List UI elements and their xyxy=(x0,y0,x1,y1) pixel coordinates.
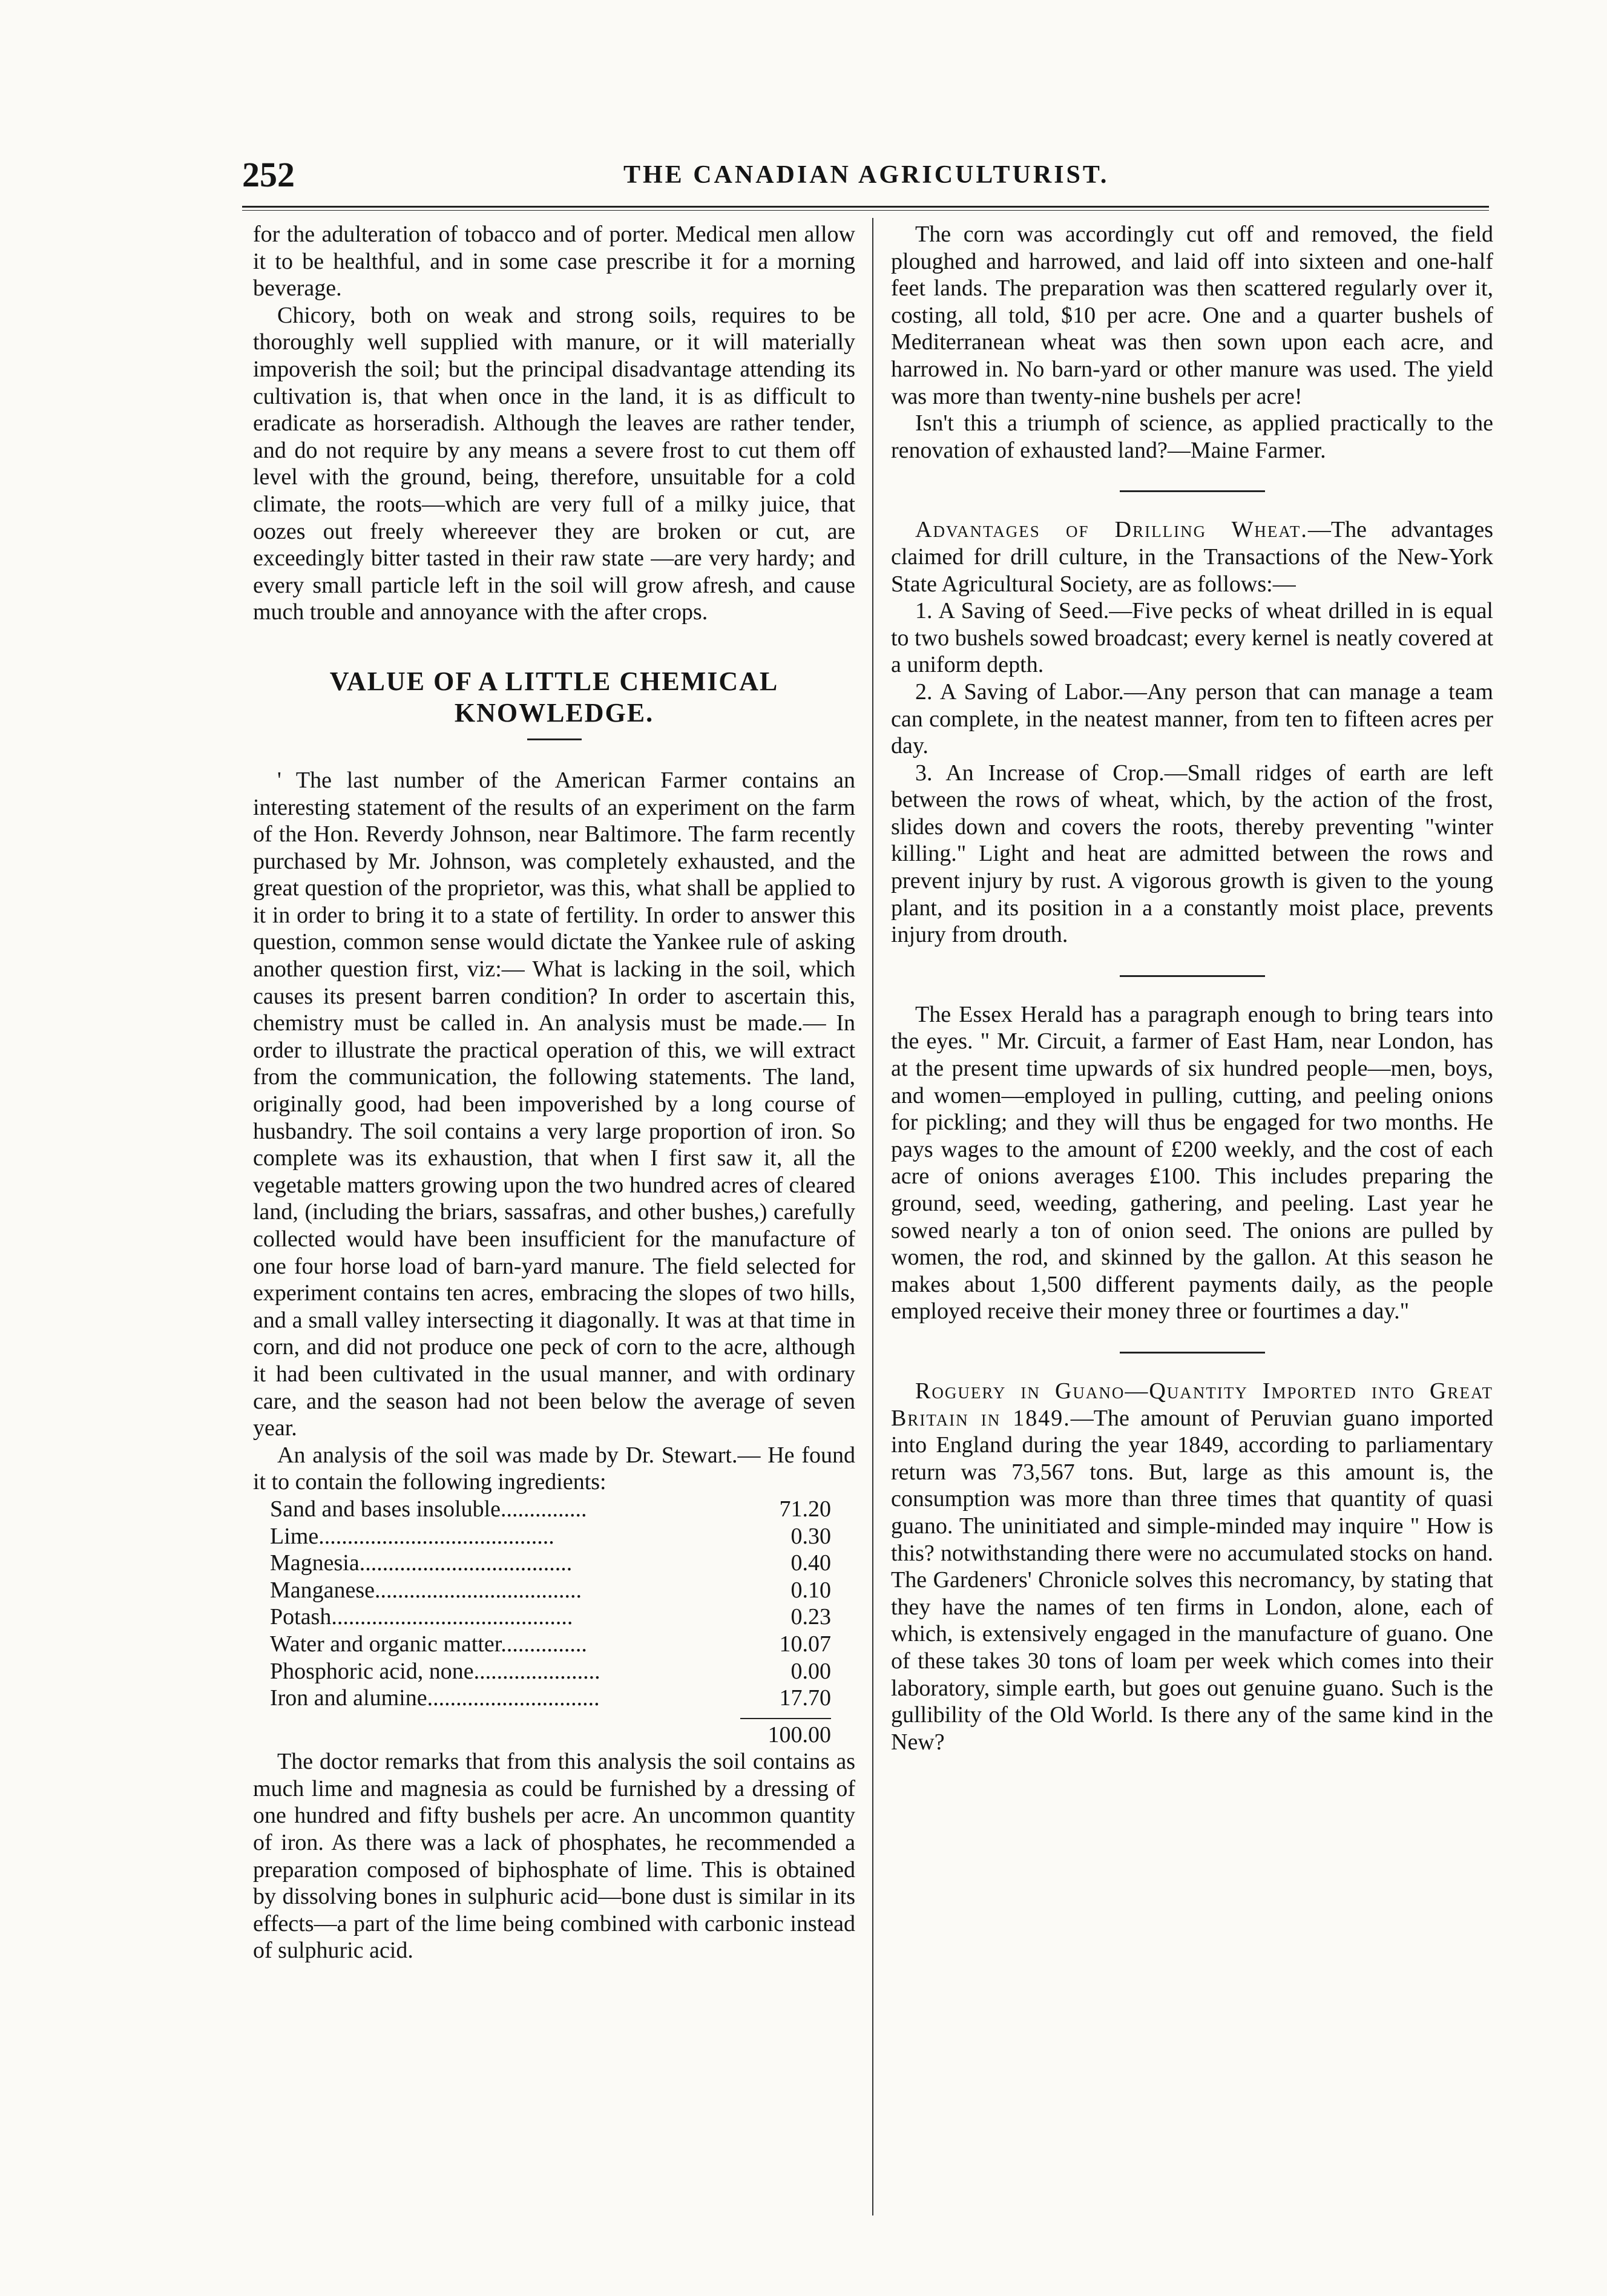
chemistry-paragraph: ' The last number of the American Farmer contains an interesting statement of the results of an experiment on the farm of the Hon. Reverdy Johnson, near Baltimore. The farm recently purchased by Mr. Johnson, was completely exhausted, and the great question of the proprietor, was this, what shall be applied to it in order to bring it to a state of fertility. In order to answer this question, common sense would dictate the Yankee rule of asking another question first, viz:— What is lacking in the soil, which causes its present barren condition? In order to ascertain this, chemistry must be called in. An analysis must be made.— In order to illustrate the practical operation of this, we will extract from the communication, the following statements. The land, originally good, had been impoverished by a long course of husbandry. The soil contains a very large proportion of iron. So complete was its exhaustion, that when I first saw it, all the vegetable matters growing upon the two hundred acres of cleared land, (including the briars, sassafras, and other bushes,) carefully collected would have been insufficient for the manufacture of one four horse load of barn-yard manure. The field selected for experiment contains ten acres, embracing the slopes of two hills, and a small valley intersecting it diagonally. It was at that time in corn, and did not produce one peck of corn to the acre, although it had been cultivated in the usual manner, and with ordinary care, and the season had not been below the average of seven year. xyxy=(253,767,855,1441)
table-cell-value: 10.07 xyxy=(779,1631,831,1657)
column-divider xyxy=(872,218,873,2215)
drilling-intro-text: —The advantages claimed for drill culture, in the Transactions of the New-York State Agricultural Society, are as follows:— xyxy=(891,517,1493,597)
table-cell-label: Lime......................................... xyxy=(270,1523,554,1549)
doctor-paragraph: The doctor remarks that from this analysis the soil contains as much lime and magnesia as could be furnished by a dressing of one hundred and fifty bushels per acre. An uncommon quantity of iron. As there was a lack of phosphates, he recommended a preparation composed of biphosphate of lime. This is obtained by dissolving bones in sulphuric acid—bone dust is similar in its effects—a part of the lime being combined with carbonic instead of sulphuric acid. xyxy=(253,1749,855,1964)
analysis-intro: An analysis of the soil was made by Dr. Stewart.— He found it to contain the following ingredients: xyxy=(253,1442,855,1495)
table-row xyxy=(253,1658,855,1685)
drilling-item-1: 1. A Saving of Seed.—Five pecks of wheat drilled in is equal to two bushels sowed broadcast; every kernel is neatly covered at a uniform depth. xyxy=(891,598,1493,678)
table-row xyxy=(253,1577,855,1604)
triumph-paragraph: Isn't this a triumph of science, as applied practically to the renovation of exhausted land?—Maine Farmer. xyxy=(891,410,1493,463)
drilling-item-3: 3. An Increase of Crop.—Small ridges of earth are left between the rows of wheat, which, by the action of the frost, slides down and covers the roots, thereby preventing "winter killing." Light and heat are admitted between the rows and prevent injury by rust. A vigorous growth is given to the young plant, and its position in a a constantly moist place, prevents injury from drouth. xyxy=(891,760,1493,948)
table-cell-value: 71.20 xyxy=(779,1496,831,1522)
table-cell-value: 0.40 xyxy=(790,1550,831,1576)
table-cell-value: 0.30 xyxy=(790,1523,831,1549)
page-number: 252 xyxy=(242,155,295,194)
table-cell-value: 0.00 xyxy=(790,1658,831,1684)
chicory-paragraph: Chicory, both on weak and strong soils, requires to be thoroughly well supplied with manure, or it will materially impoverish the soil; but the principal disadvantage attending its cultivation is, that when once in the land, it is as difficult to eradicate as horseradish. Although the leaves are rather tender, and do not require by any means a severe frost to cut them off level with the ground, being, therefore, unsuitable for a cold climate, the roots—which are very full of a milky juice, that oozes out freely whereever they are broken or cut, are exceedingly bitter tasted in their raw state —are very hardy; and every small particle left in the soil will grow afresh, and cause much trouble and annoyance with the after crops. xyxy=(253,302,855,625)
table-cell-label: Magnesia..................................... xyxy=(270,1550,573,1576)
table-cell-value: 0.23 xyxy=(790,1604,831,1630)
table-cell-label: Water and organic matter............... xyxy=(270,1631,587,1657)
table-cell-value: 0.10 xyxy=(790,1577,831,1603)
table-cell-label: Phosphoric acid, none...................... xyxy=(270,1658,600,1684)
soil-analysis-table xyxy=(253,1496,855,1712)
page-header xyxy=(242,154,1489,203)
right-column xyxy=(891,221,1493,1755)
table-row xyxy=(253,1550,855,1577)
table-cell-label: Manganese.................................... xyxy=(270,1577,582,1603)
guano-body: —The amount of Peruvian guano imported into England during the year 1849, according to parliamentary return was 73,567 tons. But, large as this amount is, the consumption was more than three times that quantity of quasi guano. The uninitiated and simple-minded may inquire " How is this? notwithstanding there were no accumulated stocks on hand. The Gardeners' Chronicle solves this necromancy, by stating that they have the names of ten firms in London, alone, each of which, is extensively engaged in the manufacture of guano. One of these takes 30 tons of loam per week which comes into their laboratory, simple earth, but goes out genuine guano. Such is the gullibility of the Old World. Is there any of the same kind in the New? xyxy=(891,1405,1493,1755)
essex-paragraph: The Essex Herald has a paragraph enough to bring tears into the eyes. " Mr. Circuit, a farmer of East Ham, near London, has at the present time upwards of six hundred people—men, boys, and women—employed in pulling, cutting, and peeling onions for pickling; and they will thus be engaged for two months. He pays wages to the amount of £200 weekly, and the cost of each acre of onions averages £100. This includes preparing the ground, seed, weeding, gathering, and peeling. Last year he sowed nearly a ton of onion seed. The onions are pulled by women, the rod, and skinned by the gallon. At this season he makes about 1,500 different payments daily, as the people employed receive their money three or fourtimes a day." xyxy=(891,1001,1493,1324)
table-row xyxy=(253,1523,855,1550)
table-row xyxy=(253,1496,855,1523)
left-column xyxy=(253,221,855,1964)
header-rule xyxy=(242,206,1489,211)
table-cell-label: Sand and bases insoluble............... xyxy=(270,1496,587,1522)
drilling-intro xyxy=(891,516,1493,597)
table-cell-label: Potash.......................................... xyxy=(270,1604,573,1630)
article-heading: VALUE OF A LITTLE CHEMICAL KNOWLEDGE. xyxy=(329,666,779,728)
table-total: 100.00 xyxy=(767,1722,831,1748)
running-title: THE CANADIAN AGRICULTURIST. xyxy=(623,161,1109,189)
drilling-item-2: 2. A Saving of Labor.—Any person that can manage a team can complete, in the neatest manner, from ten to fifteen acres per day. xyxy=(891,679,1493,759)
guano-paragraph xyxy=(891,1378,1493,1755)
total-rule xyxy=(740,1718,831,1719)
guano-title: Roguery in Guano—Quantity Imported into Great Britain in 1849. xyxy=(891,1378,1493,1431)
corn-paragraph: The corn was accordingly cut off and removed, the field ploughed and harrowed, and laid off into sixteen and one-half feet lands. The preparation was then scattered regularly over it, costing, all told, $10 per acre. One and a quarter bushels of Mediterranean wheat was then sown upon each acre, and harrowed in. No barn-yard or other manure was used. The yield was more than twenty-nine bushels per acre! xyxy=(891,222,1493,409)
table-row xyxy=(253,1685,855,1712)
table-row xyxy=(253,1604,855,1631)
table-row xyxy=(253,1631,855,1658)
paragraph: for the adulteration of tobacco and of porter. Medical men allow it to be healthful, and in some case prescribe it for a morning beverage. xyxy=(253,222,855,301)
drilling-title: Advantages of Drilling Wheat. xyxy=(915,517,1308,543)
table-cell-value: 17.70 xyxy=(779,1685,831,1711)
table-cell-label: Iron and alumine.............................. xyxy=(270,1685,600,1711)
